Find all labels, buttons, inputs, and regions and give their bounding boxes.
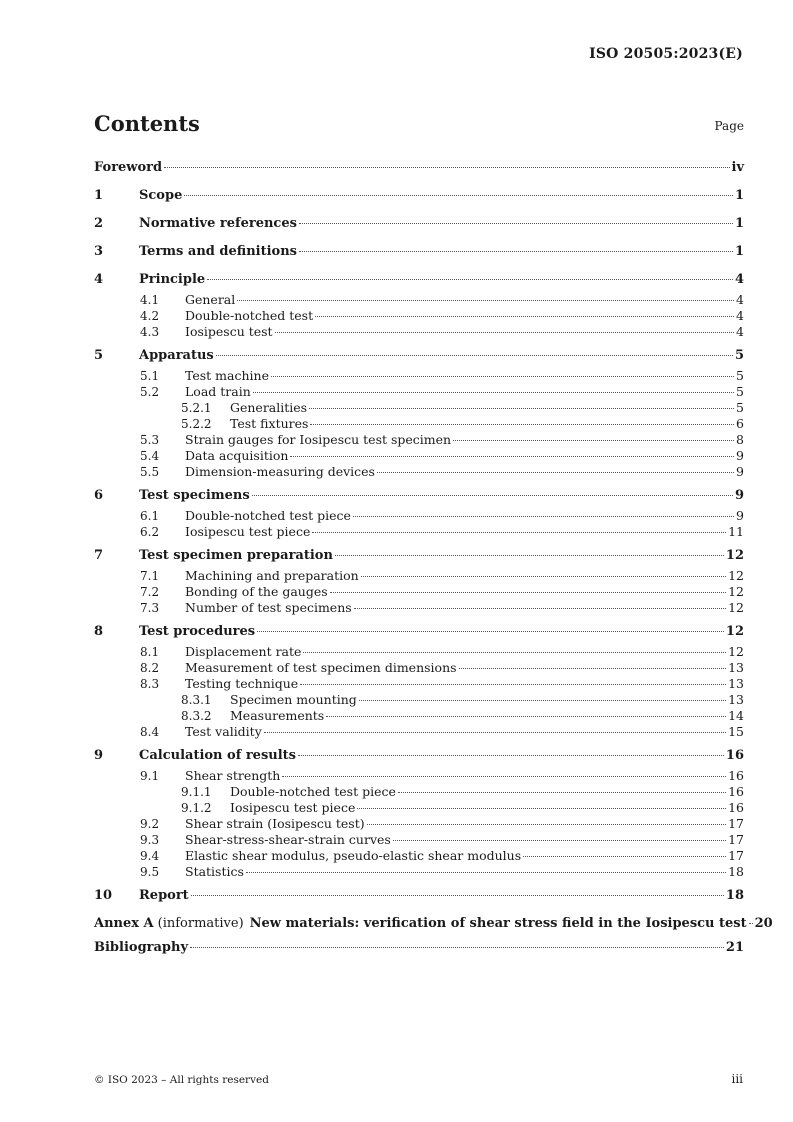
toc-entry-page: 4 [736, 308, 744, 323]
toc-entry-level-2[interactable] [94, 524, 744, 540]
toc-entry-title: Machining and preparation [185, 568, 359, 583]
toc-entry-title: Shear strength [185, 768, 281, 783]
toc-entry-level-1[interactable] [94, 884, 744, 908]
toc-entry-title: Generalities [230, 400, 308, 415]
toc-entry-level-3[interactable] [94, 800, 744, 816]
toc-entry-number: 7 [94, 548, 104, 563]
toc-entry-title: Normative references [139, 216, 297, 231]
toc-entry-level-1[interactable] [94, 744, 744, 768]
toc-entry-level-1[interactable] [94, 544, 744, 568]
toc-entry-number: 7.1 [140, 569, 160, 583]
toc-entry-number: 9.1 [140, 769, 160, 783]
dot-leader [190, 947, 724, 948]
page-column-label: Page [714, 119, 744, 133]
toc-entry-number: 9.1.2 [181, 801, 212, 815]
toc-entry-number: 8.3.1 [181, 693, 212, 707]
toc-entry-page: 1 [734, 244, 744, 259]
toc-entry-number: 6.2 [140, 525, 160, 539]
toc-entry-level-3[interactable] [94, 692, 744, 708]
toc-entry-page: 5 [736, 384, 744, 399]
copyright-notice: © ISO 2023 – All rights reserved [94, 1074, 269, 1086]
dot-leader [303, 652, 726, 653]
dot-leader [257, 631, 724, 632]
toc-entry-level-1[interactable] [94, 156, 744, 180]
toc-entry-title: Measurement of test specimen dimensions [185, 660, 457, 675]
toc-entry-title: Test validity [185, 724, 262, 739]
toc-entry-page: 5 [736, 368, 744, 383]
toc-entry-page: 17 [728, 816, 744, 831]
toc-entry-page: iv [731, 160, 744, 175]
toc-entry-page: 5 [734, 348, 744, 363]
dot-leader [393, 840, 726, 841]
toc-entry-level-2[interactable] [94, 676, 744, 692]
toc-entry-page: 16 [725, 748, 744, 763]
dot-leader [377, 472, 734, 473]
toc-entry-number: 5 [94, 348, 104, 363]
toc-entry-level-2[interactable] [94, 584, 744, 600]
toc-entry-number: 4.2 [140, 309, 160, 323]
dot-leader [459, 668, 727, 669]
toc-entry-title: Report [139, 888, 189, 903]
toc-entry-level-3[interactable] [94, 784, 744, 800]
toc-entry-number: 5.3 [140, 433, 160, 447]
toc-entry-number: 8.4 [140, 725, 160, 739]
toc-entry-level-2[interactable] [94, 600, 744, 616]
toc-entry-page: 5 [736, 400, 744, 415]
toc-entry-page: 12 [728, 644, 744, 659]
toc-entry-page: 17 [728, 848, 744, 863]
toc-entry-page: 8 [736, 432, 744, 447]
dot-leader [310, 424, 734, 425]
dot-leader [252, 495, 733, 496]
toc-entry-number: 4 [94, 272, 104, 287]
toc-entry-level-2[interactable] [94, 292, 744, 308]
toc-entry-page: 12 [725, 548, 744, 563]
toc-entry-level-2[interactable] [94, 464, 744, 480]
toc-entry-level-1[interactable] [94, 484, 744, 508]
toc-entry-page: 1 [734, 188, 744, 203]
toc-entry-title: Load train [185, 384, 251, 399]
toc-entry-level-3[interactable] [94, 400, 744, 416]
toc-entry-page: 9 [736, 464, 744, 479]
toc-entry-level-2[interactable] [94, 816, 744, 832]
toc-entry-title: Double-notched test piece [230, 784, 396, 799]
dot-leader [299, 223, 733, 224]
toc-entry-number: 7.2 [140, 585, 160, 599]
dot-leader [298, 755, 724, 756]
dot-leader [523, 856, 726, 857]
dot-leader [367, 824, 726, 825]
dot-leader [335, 555, 724, 556]
toc-entry-page: 9 [736, 448, 744, 463]
dot-leader [749, 923, 753, 924]
toc-entry-level-2[interactable] [94, 508, 744, 524]
contents-heading-row [94, 111, 744, 141]
toc-entry-title: Bonding of the gauges [185, 584, 328, 599]
toc-entry-number: 5.1 [140, 369, 160, 383]
toc-entry-title: Displacement rate [185, 644, 302, 659]
toc-entry-page: 13 [728, 660, 744, 675]
toc-entry-title: Measurements [230, 708, 325, 723]
dot-leader [398, 792, 726, 793]
toc-entry-page: 18 [725, 888, 744, 903]
toc-entry-page: 12 [728, 584, 744, 599]
toc-entry-level-2[interactable] [94, 644, 744, 660]
toc-entry-number: 9.1.1 [181, 785, 212, 799]
toc-entry-number: 5.2.1 [181, 401, 212, 415]
toc-entry-page: 9 [736, 508, 744, 523]
toc-entry-number: 8.3 [140, 677, 160, 691]
toc-entry-title: Shear strain (Iosipescu test) [185, 816, 365, 831]
toc-entry-title: Iosipescu test [185, 324, 273, 339]
toc-entry-number: 7.3 [140, 601, 160, 615]
dot-leader [271, 376, 734, 377]
toc-entry-title: Terms and definitions [139, 244, 297, 259]
dot-leader [312, 532, 726, 533]
annex-label: Annex A [94, 916, 154, 931]
toc-entry-number: 6 [94, 488, 104, 503]
toc-entry-title: Test specimen preparation [139, 548, 333, 563]
toc-entry-number: 10 [94, 888, 113, 903]
page-title: Contents [94, 111, 200, 136]
toc-entry-level-2[interactable] [94, 384, 744, 400]
toc-entry-number: 5.2.2 [181, 417, 212, 431]
toc-entry-level-1[interactable] [94, 184, 744, 208]
dot-leader [282, 776, 726, 777]
dot-leader [191, 895, 724, 896]
toc-entry-number: 9.3 [140, 833, 160, 847]
dot-leader [184, 195, 733, 196]
toc-entry-title: Calculation of results [139, 748, 296, 763]
dot-leader [326, 716, 726, 717]
toc-entry-level-1[interactable] [94, 212, 744, 236]
toc-entry-number: 9.4 [140, 849, 160, 863]
toc-entry-title: Test fixtures [230, 416, 309, 431]
toc-entry-level-2[interactable] [94, 848, 744, 864]
toc-entry-page: 13 [728, 676, 744, 691]
dot-leader [330, 592, 726, 593]
toc-entry-title: Double-notched test piece [185, 508, 351, 523]
toc-entry-number: 3 [94, 244, 104, 259]
toc-entry-number: 2 [94, 216, 104, 231]
dot-leader [353, 516, 734, 517]
dot-leader [253, 392, 734, 393]
dot-leader [354, 608, 726, 609]
toc-entry-number: 9.5 [140, 865, 160, 879]
toc-entry-page: 6 [736, 416, 744, 431]
toc-entry-title: Foreword [94, 160, 163, 175]
toc-entry-page: 12 [725, 624, 744, 639]
toc-entry-title: Shear-stress-shear-strain curves [185, 832, 391, 847]
toc-entry-bibliography[interactable] [94, 936, 744, 960]
toc-entry-title: Dimension-measuring devices [185, 464, 375, 479]
toc-entry-title: Statistics [185, 864, 244, 879]
toc-entry-page: 18 [728, 864, 744, 879]
toc-entry-title: Elastic shear modulus, pseudo-elastic shear modulus [185, 848, 522, 863]
document-id: ISO 20505:2023(E) [589, 46, 743, 62]
toc-entry-level-2[interactable] [94, 660, 744, 676]
dot-leader [237, 300, 734, 301]
toc-entry-level-2[interactable] [94, 864, 744, 880]
dot-leader [361, 576, 726, 577]
dot-leader [300, 684, 726, 685]
toc-entry-level-2[interactable] [94, 324, 744, 340]
toc-entry-number: 5.5 [140, 465, 160, 479]
toc-entry-number: 8.2 [140, 661, 160, 675]
toc-entry-page: 11 [728, 524, 744, 539]
toc-entry-page: 9 [734, 488, 744, 503]
annex-title: New materials: verification of shear stress field in the Iosipescu test [249, 916, 747, 931]
toc-entry-number: 8 [94, 624, 104, 639]
toc-entry-level-2[interactable] [94, 432, 744, 448]
toc-entry-page: 12 [728, 600, 744, 615]
toc-entry-level-1[interactable] [94, 620, 744, 644]
toc-entry-title: Bibliography [94, 940, 189, 955]
toc-entry-title: Apparatus [139, 348, 214, 363]
toc-entry-page: 13 [728, 692, 744, 707]
toc-entry-page: 4 [736, 324, 744, 339]
toc-entry-page: 4 [734, 272, 744, 287]
toc-entry-number: 4.1 [140, 293, 160, 307]
toc-entry-page: 12 [728, 568, 744, 583]
toc-entry-page: 1 [734, 216, 744, 231]
toc-entry-title: Test procedures [139, 624, 256, 639]
toc-entry-title: Test machine [185, 368, 269, 383]
toc-entry-level-2[interactable] [94, 724, 744, 740]
dot-leader [299, 251, 733, 252]
toc-entry-number: 4.3 [140, 325, 160, 339]
toc-entry-level-1[interactable] [94, 344, 744, 368]
toc-entry-level-1[interactable] [94, 268, 744, 292]
toc-entry-level-3[interactable] [94, 416, 744, 432]
toc-entry-title: Strain gauges for Iosipescu test specimen [185, 432, 452, 447]
toc-entry-number: 8.1 [140, 645, 160, 659]
toc-entry-page: 16 [728, 800, 744, 815]
dot-leader [207, 279, 733, 280]
dot-leader [246, 872, 726, 873]
toc-entry-title: Iosipescu test piece [230, 800, 356, 815]
toc-entry-title: Specimen mounting [230, 692, 357, 707]
toc-entry-number: 5.2 [140, 385, 160, 399]
toc-entry-page: 15 [728, 724, 744, 739]
dot-leader [216, 355, 733, 356]
toc-entry-title: Test specimens [139, 488, 250, 503]
toc-entry-page: 16 [728, 768, 744, 783]
toc-entry-title: Double-notched test [185, 308, 314, 323]
toc-entry-annex-a[interactable] [94, 912, 773, 936]
toc-entry-title: Scope [139, 188, 183, 203]
dot-leader [290, 456, 734, 457]
toc-entry-title: Testing technique [185, 676, 299, 691]
toc-entry-number: 5.4 [140, 449, 160, 463]
toc-entry-title: Iosipescu test piece [185, 524, 311, 539]
toc-entry-page: 17 [728, 832, 744, 847]
toc-entry-level-1[interactable] [94, 240, 744, 264]
toc-entry-number: 9 [94, 748, 104, 763]
annex-informative-label: (informative) [157, 916, 244, 931]
toc-entry-page: 4 [736, 292, 744, 307]
toc-entry-number: 8.3.2 [181, 709, 212, 723]
toc-entry-level-2[interactable] [94, 308, 744, 324]
toc-entry-number: 1 [94, 188, 104, 203]
toc-entry-title: Principle [139, 272, 206, 287]
toc-entry-page: 20 [754, 916, 773, 931]
dot-leader [359, 700, 726, 701]
dot-leader [357, 808, 726, 809]
toc-entry-number: 6.1 [140, 509, 160, 523]
dot-leader [453, 440, 734, 441]
toc-entry-level-2[interactable] [94, 568, 744, 584]
toc-entry-page: 16 [728, 784, 744, 799]
toc-entry-level-2[interactable] [94, 768, 744, 784]
toc-entry-level-2[interactable] [94, 832, 744, 848]
dot-leader [275, 332, 734, 333]
toc-entry-title: Number of test specimens [185, 600, 352, 615]
dot-leader [164, 167, 729, 168]
toc-entry-title: General [185, 292, 236, 307]
dot-leader [264, 732, 726, 733]
dot-leader [315, 316, 734, 317]
toc-entry-page: 21 [725, 940, 744, 955]
toc-entry-page: 14 [728, 708, 744, 723]
page-number: iii [731, 1072, 743, 1086]
toc-entry-level-2[interactable] [94, 368, 744, 384]
toc-entry-number: 9.2 [140, 817, 160, 831]
toc-entry-level-3[interactable] [94, 708, 744, 724]
dot-leader [309, 408, 734, 409]
toc-entry-title: Data acquisition [185, 448, 289, 463]
table-of-contents [94, 156, 773, 960]
toc-entry-level-2[interactable] [94, 448, 744, 464]
